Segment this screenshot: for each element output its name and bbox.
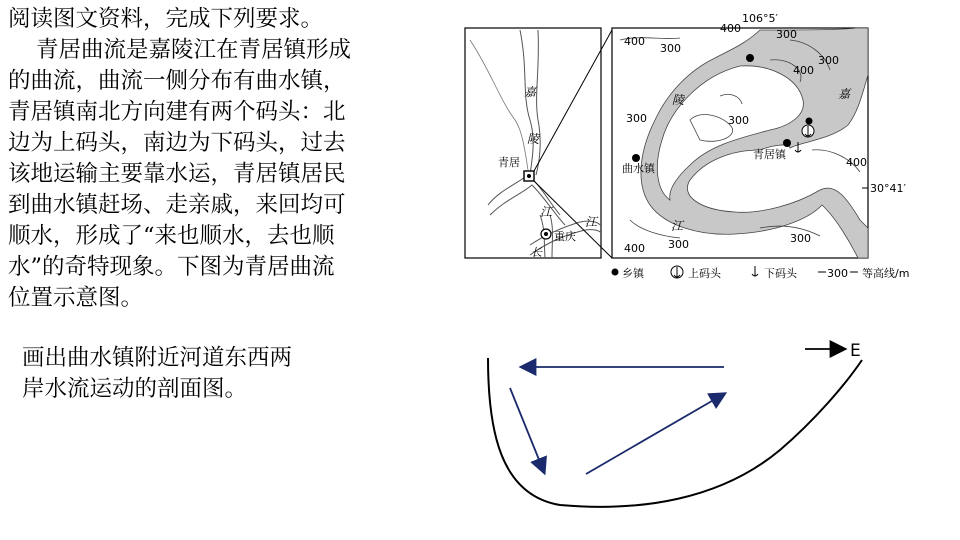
legend-contour-label: 等高线/m bbox=[862, 267, 910, 280]
contour-label-9: 400 bbox=[846, 156, 867, 169]
contour-label-1: 400 bbox=[624, 35, 645, 48]
latitude-label: 30°41′ bbox=[870, 182, 906, 195]
left-label-ling: 陵 bbox=[527, 132, 540, 146]
channel-cross-section bbox=[488, 358, 862, 507]
paragraph-line-6: 到曲水镇赶场、走亲戚，来回均可 bbox=[8, 192, 346, 218]
legend-town-dot bbox=[612, 269, 619, 276]
legend-town-label: 乡镇 bbox=[622, 267, 644, 280]
contour-label-5: 300 bbox=[818, 54, 839, 67]
legend-lower-label: 下码头 bbox=[764, 267, 797, 280]
paragraph-line-4: 边为上码头，南边为下码头，过去 bbox=[8, 130, 346, 156]
label-qingju-town: 青居镇 bbox=[753, 148, 786, 161]
paragraph-line-3: 青居镇南北方向建有两个码头：北 bbox=[8, 99, 346, 125]
contour-label-4: 300 bbox=[776, 28, 797, 41]
left-label-chongqing: 重庆 bbox=[554, 230, 576, 243]
legend-upper-label: 上码头 bbox=[688, 267, 721, 280]
legend-contour-value: 300 bbox=[827, 267, 848, 280]
label-qushui-town: 曲水镇 bbox=[622, 162, 655, 175]
contour-label-2: 300 bbox=[660, 42, 681, 55]
paragraph-line-7: 顺水，形成了“来也顺水，去也顺 bbox=[8, 223, 335, 249]
bottom-return-flow-arrow bbox=[586, 394, 724, 474]
east-direction-label: E bbox=[850, 341, 861, 361]
right-label-ling: 陵 bbox=[672, 93, 685, 107]
left-label-chang: 长 bbox=[531, 246, 542, 259]
legend-lower-dock-icon bbox=[752, 266, 758, 276]
task-line-1: 画出曲水镇附近河道东西两 bbox=[22, 345, 293, 371]
contour-label-8: 400 bbox=[793, 64, 814, 77]
task-line-2: 岸水流运动的剖面图。 bbox=[22, 376, 248, 402]
paragraph-line-9: 位置示意图。 bbox=[8, 285, 144, 311]
paragraph-line-8: 水”的奇特现象。下图为青居曲流 bbox=[8, 254, 335, 280]
contour-label-6: 300 bbox=[626, 112, 647, 125]
channel-profile-diagram bbox=[488, 349, 862, 507]
paragraph-line-2: 的曲流，曲流一侧分布有曲水镇， bbox=[8, 68, 346, 94]
right-label-jia: 嘉 bbox=[838, 87, 851, 101]
right-label-jiang: 江 bbox=[671, 219, 684, 233]
left-label-jiang-1: 江 bbox=[540, 205, 553, 219]
left-label-jia: 嘉 bbox=[524, 85, 537, 99]
downward-flow-arrow bbox=[510, 388, 544, 472]
left-label-qingju: 青居 bbox=[498, 156, 520, 169]
left-label-jiang-2: 江 bbox=[585, 215, 598, 229]
paragraph-line-1: 青居曲流是嘉陵江在青居镇形成 bbox=[36, 37, 352, 63]
question-title: 阅读图文资料，完成下列要求。 bbox=[8, 6, 324, 32]
contour-label-3: 400 bbox=[720, 22, 741, 35]
contour-label-10: 300 bbox=[668, 238, 689, 251]
paragraph-line-5: 该地运输主要靠水运，青居镇居民 bbox=[8, 161, 346, 187]
contour-label-7: 300 bbox=[728, 114, 749, 127]
contour-label-12: 400 bbox=[624, 242, 645, 255]
contour-label-11: 300 bbox=[790, 232, 811, 245]
longitude-label: 106°5′ bbox=[742, 12, 778, 25]
map-legend bbox=[612, 266, 859, 278]
